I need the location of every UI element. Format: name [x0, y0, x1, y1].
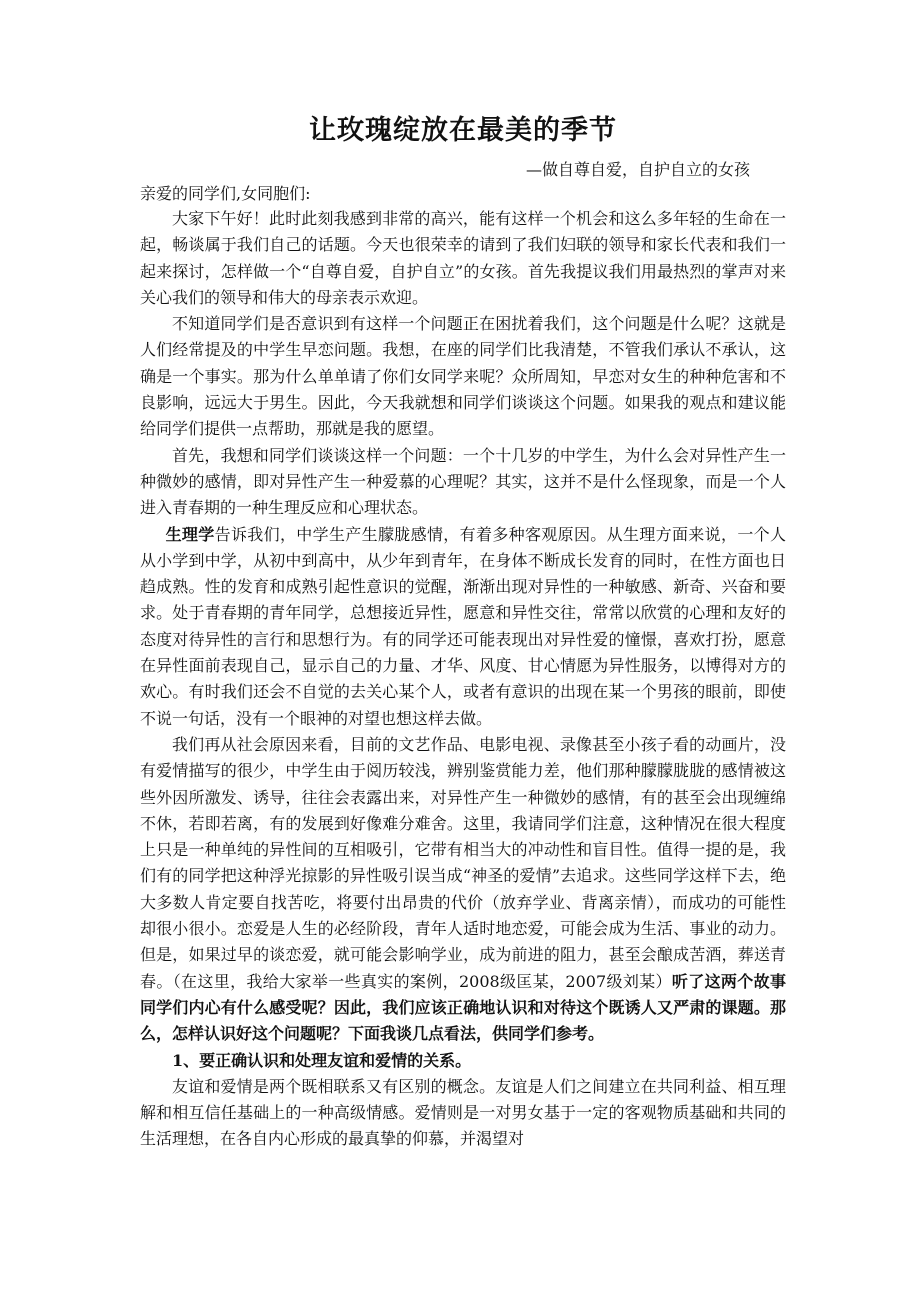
- paragraph-5-bold-text: 听了这两个故事同学们内心有什么感受呢？因此，我们应该正确地认识和对待这个既诱人又严肃的课题。那么，怎样认识好这个问题呢？下面我谈几点看法，供同学们参考。: [140, 971, 786, 1044]
- paragraph-6: 友谊和爱情是两个既相联系又有区别的概念。友谊是人们之间建立在共同利益、相互理解和相互信任基础上的一种高级情感。爱情则是一对男女基于一定的客观物质基础和共同的生活理想，在各自内心形成的最真挚的仰慕，并渴望对: [140, 1076, 786, 1149]
- paragraph-5: [140, 732, 786, 1048]
- document-subtitle: —做自尊自爱，自护自立的女孩: [525, 160, 750, 179]
- paragraph-4: [140, 522, 786, 732]
- paragraph-3: 首先，我想和同学们谈谈这样一个问题：一个十几岁的中学生，为什么会对异性产生一种微妙的感情，即对异性产生一种爱慕的心理呢？其实，这并不是什么怪现象，而是一个人进入青春期的一种生理反应和心理状态。: [140, 445, 786, 518]
- greeting-line: 亲爱的同学们,女同胞们:: [140, 184, 311, 203]
- document-page: [140, 112, 786, 1153]
- paragraph-2: 不知道同学们是否意识到有这样一个问题正在困扰着我们，这个问题是什么呢？这就是人们经常提及的中学生早恋问题。我想，在座的同学们比我清楚，不管我们承认不承认，这确是一个事实。那为什么单单请了你们女同学来呢？众所周知，早恋对女生的种种危害和不良影响，远远大于男生。因此，今天我就想和同学们谈谈这个问题。如果我的观点和建议能给同学们提供一点帮助，那就是我的愿望。: [140, 314, 786, 439]
- paragraph-5-text: 我们再从社会原因来看，目前的文艺作品、电影电视、录像甚至小孩子看的动画片，没有爱情描写的很少，中学生由于阅历较浅，辨别鉴赏能力差，他们那种朦朦胧胧的感情被这些外因所激发、诱导，往往会表露出来，对异性产生一种微妙的感情，有的甚至会出现缠绵不休，若即若离，有的发展到好像难分难舍。这里，我请同学们注意，这种情况在很大程度上只是一种单纯的异性间的互相吸引，它带有相当大的冲动性和盲目性。值得一提的是，我们有的同学把这种浮光掠影的异性吸引误当成“神圣的爱情”去追求。这些同学这样下去，绝大多数人肯定要自找苦吃，将要付出昂贵的代价（放弃学业、背离亲情），而成功的可能性却很小很小。恋爱是人生的必经阶段，青年人适时地恋爱，可能会成为生活、事业的动力。但是，如果过早的谈恋爱，就可能会影响学业，成为前进的阻力，甚至会酿成苦酒，葬送青春。（在这里，我给大家举一些真实的案例，2008级匡某，2007级刘某）: [140, 734, 786, 991]
- document-title: 让玫瑰绽放在最美的季节: [309, 115, 617, 146]
- section-heading-1: 1、要正确认识和处理友谊和爱情的关系。: [172, 1050, 472, 1070]
- paragraph-1: 大家下午好！此时此刻我感到非常的高兴，能有这样一个机会和这么多年轻的生命在一起，畅谈属于我们自己的话题。今天也很荣幸的请到了我们妇联的领导和家长代表和我们一起来探讨，怎样做一个“自尊自爱，自护自立”的女孩。首先我提议我们用最热烈的掌声对来关心我们的领导和伟大的母亲表示欢迎。: [140, 209, 786, 307]
- paragraph-4-text: 告诉我们，中学生产生朦胧感情，有着多种客观原因。从生理方面来说，一个人从小学到中学，从初中到高中，从少年到青年，在身体不断成长发育的同时，在性方面也日趋成熟。性的发育和成熟引起性意识的觉醒，渐渐出现对异性的一种敏感、新奇、兴奋和要求。处于青春期的青年同学，总想接近异性，愿意和异性交往，常常以欣赏的心理和友好的态度对待异性的言行和思想行为。有的同学还可能表现出对异性爱的憧憬，喜欢打扮，愿意在异性面前表现自己，显示自己的力量、才华、风度、甘心情愿为异性服务，以博得对方的欢心。有时我们还会不自觉的去关心某个人，或者有意识的出现在某一个男孩的眼前，即使不说一句话，没有一个眼神的对望也想这样去做。: [140, 524, 786, 728]
- paragraph-4-bold-term: 生理学: [165, 524, 215, 544]
